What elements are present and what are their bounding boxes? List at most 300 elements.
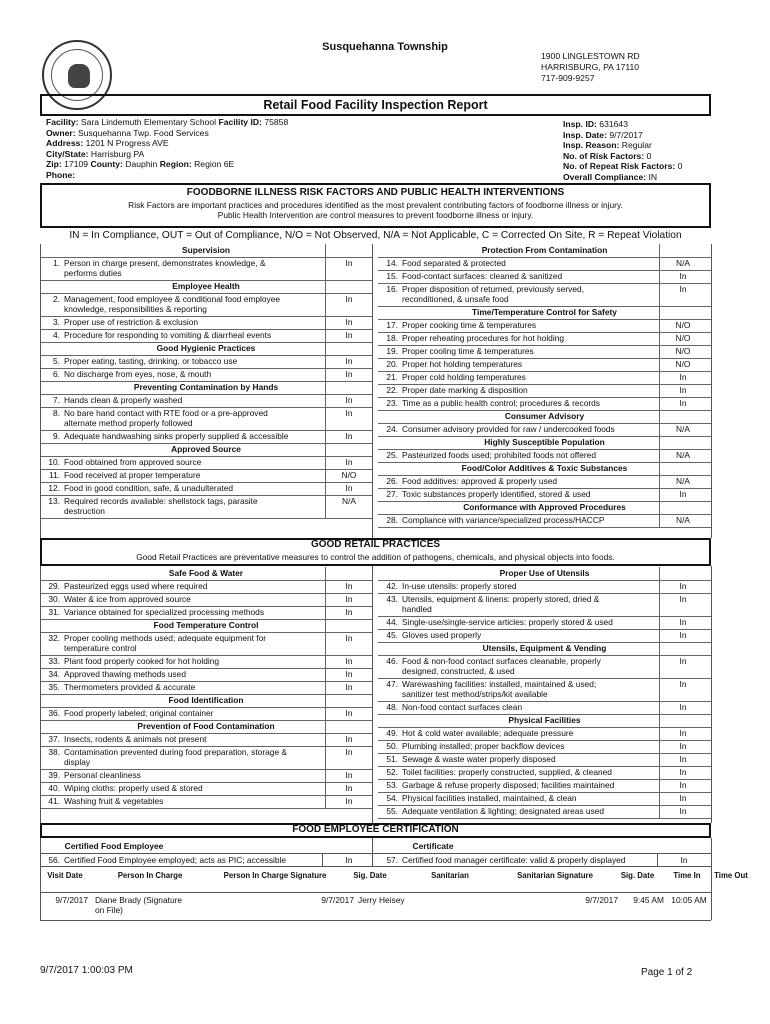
section-heading: Approved Source <box>171 444 241 454</box>
insp-id-label: Insp. ID: <box>563 119 597 129</box>
checklist-item <box>378 728 657 738</box>
section-heading: Preventing Contamination by Hands <box>133 382 279 392</box>
report-title: Retail Food Facility Inspection Report <box>40 94 711 116</box>
item-number: 35. <box>48 682 60 692</box>
item-status: In <box>679 284 687 294</box>
item-status: In <box>679 617 687 627</box>
cert-right-head: Certificate <box>412 841 454 851</box>
item-status: In <box>679 793 687 803</box>
overall-label: Overall Compliance: <box>563 171 647 182</box>
visit-col-header: Visit Date <box>47 871 83 880</box>
checklist-item <box>378 780 657 790</box>
item-text: 13. Required records available: shellstock tags, parasite <box>40 496 323 506</box>
item-text: 46. Food & non-food contact surfaces cleanable, properly <box>378 656 657 666</box>
item-number: 54. <box>386 793 398 803</box>
visit-col-header: Time Out <box>714 871 748 880</box>
section-heading: Prevention of Food Contamination <box>137 721 275 731</box>
facility-id-value: 75858 <box>264 117 289 127</box>
checklist-item <box>40 783 323 793</box>
checklist-item <box>378 594 657 614</box>
item-text: alternate method properly followed <box>64 418 193 428</box>
item-status: In <box>345 770 353 780</box>
item-number: 10. <box>48 457 60 467</box>
cert-item-56-text: Certified Food Employee employed; acts as PIC; accessible <box>64 855 287 865</box>
item-number: 45. <box>386 630 398 640</box>
item-number: 20. <box>386 359 398 369</box>
item-number: 46. <box>386 656 398 666</box>
item-number: 19. <box>386 346 398 356</box>
item-text: 14. Food separated & protected <box>378 258 657 268</box>
checklist-item <box>378 656 657 676</box>
checklist-item <box>378 333 657 343</box>
item-status: N/O <box>341 470 357 480</box>
item-text: 48. Non-food contact surfaces clean <box>378 702 657 712</box>
item-text: 47. Warewashing facilities: installed, maintained & used; <box>378 679 657 689</box>
item-text: 15. Food-contact surfaces: cleaned & sanitized <box>378 271 657 281</box>
item-text: 34. Approved thawing methods used <box>40 669 323 679</box>
print-timestamp: 9/7/2017 1:00:03 PM <box>40 965 133 976</box>
item-text: 28. Compliance with variance/specialized process/HACCP <box>378 515 657 525</box>
item-text: 31. Variance obtained for specialized processing methods <box>40 607 323 617</box>
cert-item-57 <box>378 855 625 865</box>
insp-id-value: 631643 <box>599 119 628 129</box>
address-line-1: 1900 LINGLESTOWN RD <box>541 51 640 61</box>
checklist-item <box>378 806 657 816</box>
item-number: 30. <box>48 594 60 604</box>
checklist-item <box>40 395 323 405</box>
item-text: 52. Toilet facilities: properly constructed, supplied, & cleaned <box>378 767 657 777</box>
item-status: In <box>345 682 353 692</box>
item-status: In <box>679 271 687 281</box>
item-number: 34. <box>48 669 60 679</box>
sanitarian-sig-date: 9/7/2017 <box>585 895 618 905</box>
item-text: 44. Single-use/single-service articles: properly stored & used <box>378 617 657 627</box>
facility-info <box>46 117 288 181</box>
address-line-2: HARRISBURG, PA 17110 <box>541 62 640 72</box>
checklist-item <box>378 320 657 330</box>
item-text: 10. Food obtained from approved source <box>40 457 323 467</box>
person-in-charge <box>95 895 205 915</box>
item-number: 22. <box>386 385 398 395</box>
item-text: 49. Hot & cold water available; adequate pressure <box>378 728 657 738</box>
item-text: 36. Food properly labeled; original container <box>40 708 323 718</box>
checklist-item <box>40 633 323 653</box>
item-number: 24. <box>386 424 398 434</box>
item-status: In <box>345 796 353 806</box>
cert-item-57-num: 57. <box>386 855 398 865</box>
checklist-item <box>40 431 323 441</box>
item-number: 42. <box>386 581 398 591</box>
item-number: 55. <box>386 806 398 816</box>
item-number: 5. <box>53 356 60 366</box>
checklist-item <box>40 408 323 428</box>
checklist-item <box>40 708 323 718</box>
section-heading: Safe Food & Water <box>168 568 244 578</box>
item-text: 35. Thermometers provided & accurate <box>40 682 323 692</box>
address-label: Address: <box>46 138 84 149</box>
checklist-item <box>378 630 657 640</box>
item-text: performs duties <box>64 268 122 278</box>
cert-item-56-status: In <box>345 855 353 865</box>
item-number: 25. <box>386 450 398 460</box>
checklist-item <box>40 682 323 692</box>
visit-col-header: Sanitarian <box>431 871 469 880</box>
checklist-item <box>378 258 657 268</box>
item-text: sanitizer test method/strips/kit available <box>402 689 548 699</box>
item-text: designed, constructed, & used <box>402 666 515 676</box>
item-text: 9. Adequate handwashing sinks properly supplied & accessible <box>40 431 323 441</box>
checklist-item <box>378 284 657 304</box>
checklist-item <box>40 369 323 379</box>
item-status: In <box>345 408 353 418</box>
item-number: 23. <box>386 398 398 408</box>
item-status: In <box>345 395 353 405</box>
checklist-item <box>40 496 323 516</box>
township-name: Susquehanna Township <box>322 41 448 53</box>
facility-id-label: Facility ID: <box>218 117 262 127</box>
item-number: 6. <box>53 369 60 379</box>
checklist-item <box>378 515 657 525</box>
item-status: In <box>679 767 687 777</box>
checklist-item <box>378 489 657 499</box>
item-number: 1. <box>53 258 60 268</box>
section-heading: Food Temperature Control <box>153 620 259 630</box>
section-heading: Food/Color Additives & Toxic Substances <box>461 463 628 473</box>
zip-label: Zip: <box>46 159 62 170</box>
item-text: 1. Person in charge present, demonstrates knowledge, & <box>40 258 323 268</box>
repeat-count-label: No. of Repeat Risk Factors: <box>563 161 676 172</box>
item-text: temperature control <box>64 643 137 653</box>
item-status: In <box>345 734 353 744</box>
item-number: 36. <box>48 708 60 718</box>
sanitarian-name: Jerry Heisey <box>358 895 405 905</box>
checklist-item <box>378 581 657 591</box>
item-text: 43. Utensils, equipment & linens: properly stored, dried & <box>378 594 657 604</box>
visit-col-header: Sig. Date <box>620 871 655 880</box>
checklist-item <box>40 669 323 679</box>
item-text: 50. Plumbing installed; proper backflow devices <box>378 741 657 751</box>
item-status: In <box>345 258 353 268</box>
checklist-item <box>378 346 657 356</box>
time-in: 9:45 AM <box>633 895 664 905</box>
visit-col-header: Time In <box>673 871 701 880</box>
item-text: 8. No bare hand contact with RTE food or a pre-approved <box>40 408 323 418</box>
section-heading: Physical Facilities <box>508 715 581 725</box>
item-number: 47. <box>386 679 398 689</box>
item-number: 2. <box>53 294 60 304</box>
checklist-item <box>40 594 323 604</box>
checklist-item <box>40 656 323 666</box>
item-text: 12. Food in good condition, safe, & unadulterated <box>40 483 323 493</box>
item-text: destruction <box>64 506 105 516</box>
item-status: N/A <box>676 258 690 268</box>
item-text: 23. Time as a public health control; procedures & records <box>378 398 657 408</box>
item-text: 11. Food received at proper temperature <box>40 470 323 480</box>
pic-line-2: on File) <box>95 905 123 915</box>
section-heading: Highly Susceptible Population <box>484 437 605 447</box>
item-text: 38. Contamination prevented during food preparation, storage & <box>40 747 323 757</box>
item-text: display <box>64 757 91 767</box>
item-text: 53. Garbage & refuse properly disposed; facilities maintained <box>378 780 657 790</box>
phone-label: Phone: <box>46 169 76 180</box>
city-value: Harrisburg PA <box>90 148 145 159</box>
item-number: 7. <box>53 395 60 405</box>
item-status: N/O <box>675 346 691 356</box>
item-text: 22. Proper date marking & disposition <box>378 385 657 395</box>
item-status: In <box>679 754 687 764</box>
item-status: In <box>345 457 353 467</box>
checklist-item <box>40 317 323 327</box>
item-number: 51. <box>386 754 398 764</box>
section-heading: Food Identification <box>168 695 244 705</box>
item-status: In <box>679 702 687 712</box>
risk-count-value: 0 <box>646 150 652 161</box>
item-text: 39. Personal cleanliness <box>40 770 323 780</box>
checklist-item <box>40 356 323 366</box>
checklist-item <box>378 702 657 712</box>
checklist-item <box>40 747 323 767</box>
section-heading: Proper Use of Utensils <box>499 568 590 578</box>
item-text: 18. Proper reheating procedures for hot holding <box>378 333 657 343</box>
checklist-item <box>378 617 657 627</box>
checklist-item <box>40 796 323 806</box>
item-status: In <box>345 747 353 757</box>
section-heading: Consumer Advisory <box>504 411 585 421</box>
checklist-item <box>40 470 323 480</box>
item-status: In <box>679 372 687 382</box>
item-text: 25. Pasteurized foods used; prohibited foods not offered <box>378 450 657 460</box>
item-number: 33. <box>48 656 60 666</box>
item-text: 16. Proper disposition of returned, previously served, <box>378 284 657 294</box>
item-text: 4. Procedure for responding to vomiting & diarrheal events <box>40 330 323 340</box>
item-text: 26. Food additives: approved & properly used <box>378 476 657 486</box>
item-text: 32. Proper cooling methods used; adequate equipment for <box>40 633 323 643</box>
item-number: 16. <box>386 284 398 294</box>
item-number: 21. <box>386 372 398 382</box>
checklist-item <box>378 767 657 777</box>
item-text: 29. Pasteurized eggs used where required <box>40 581 323 591</box>
item-number: 13. <box>48 496 60 506</box>
item-status: N/A <box>342 496 356 506</box>
inspection-info <box>563 119 682 183</box>
page-number: Page 1 of 2 <box>641 967 693 978</box>
checklist-item <box>378 359 657 369</box>
insp-reason-label: Insp. Reason: <box>563 140 620 151</box>
item-number: 40. <box>48 783 60 793</box>
item-status: N/A <box>676 424 690 434</box>
risk-count-label: No. of Risk Factors: <box>563 150 645 161</box>
item-text: 27. Toxic substances properly identified, stored & used <box>378 489 657 499</box>
item-status: In <box>345 330 353 340</box>
overall-value: IN <box>648 171 658 182</box>
item-number: 8. <box>53 408 60 418</box>
checklist-item <box>378 793 657 803</box>
pic-sig-date: 9/7/2017 <box>321 895 354 905</box>
item-text: handled <box>402 604 432 614</box>
item-status: In <box>345 581 353 591</box>
item-text: 51. Sewage & waste water properly disposed <box>378 754 657 764</box>
item-text: 37. Insects, rodents & animals not present <box>40 734 323 744</box>
visit-date: 9/7/2017 <box>55 895 88 905</box>
section-heading: Conformance with Approved Procedures <box>463 502 626 512</box>
owner-value: Susquehanna Twp. Food Services <box>78 127 209 138</box>
item-text: 54. Physical facilities installed, maintained, & clean <box>378 793 657 803</box>
item-number: 12. <box>48 483 60 493</box>
checklist-item <box>378 741 657 751</box>
visit-col-header: Sig. Date <box>353 871 387 880</box>
item-status: N/A <box>676 450 690 460</box>
item-text: 55. Adequate ventilation & lighting; designated areas used <box>378 806 657 816</box>
facility-value: Sara Lindemuth Elementary School <box>80 117 217 127</box>
item-status: In <box>345 669 353 679</box>
risk-section-title: FOODBORNE ILLNESS RISK FACTORS AND PUBLIC HEALTH INTERVENTIONS <box>186 187 565 198</box>
region-value: Region 6E <box>194 159 235 170</box>
checklist-item <box>40 734 323 744</box>
item-status: N/A <box>676 476 690 486</box>
facility-label: Facility: <box>46 117 79 127</box>
risk-section-sub1: Risk Factors are important practices and procedures identified as the most prevalent contributing factors of foodborne illness or injury. <box>128 200 623 210</box>
section-heading: Protection From Contamination <box>481 245 608 255</box>
item-status: In <box>679 630 687 640</box>
checklist-item <box>40 330 323 340</box>
item-text: 30. Water & ice from approved source <box>40 594 323 604</box>
item-number: 27. <box>386 489 398 499</box>
checklist-item <box>40 581 323 591</box>
address-value: 1201 N Progress AVE <box>85 138 169 149</box>
checklist-item <box>378 476 657 486</box>
item-status: In <box>345 656 353 666</box>
item-status: In <box>345 294 353 304</box>
address-phone: 717-909-9257 <box>541 73 595 83</box>
cert-item-57-text: Certified food manager certificate: valid & properly displayed <box>402 855 626 865</box>
checklist-item <box>40 483 323 493</box>
item-text: 33. Plant food properly cooked for hot holding <box>40 656 323 666</box>
insp-reason-value: Regular <box>621 140 652 151</box>
county-value: Dauphin <box>125 159 158 170</box>
checklist-item <box>40 607 323 617</box>
checklist-item <box>378 372 657 382</box>
item-status: In <box>345 708 353 718</box>
item-number: 17. <box>386 320 398 330</box>
item-status: In <box>679 594 687 604</box>
checklist-item <box>40 770 323 780</box>
item-number: 18. <box>386 333 398 343</box>
item-status: In <box>679 679 687 689</box>
item-text: 20. Proper hot holding temperatures <box>378 359 657 369</box>
checklist-item <box>378 398 657 408</box>
city-label: City/State: <box>46 148 89 159</box>
checklist-item <box>40 258 323 278</box>
item-number: 26. <box>386 476 398 486</box>
item-text: 42. In-use utensils: properly stored <box>378 581 657 591</box>
item-number: 31. <box>48 607 60 617</box>
item-text: 19. Proper cooling time & temperatures <box>378 346 657 356</box>
item-number: 29. <box>48 581 60 591</box>
item-status: N/O <box>675 333 691 343</box>
item-status: In <box>679 398 687 408</box>
item-status: In <box>679 741 687 751</box>
cert-left-head: Certified Food Employee <box>64 841 164 851</box>
item-number: 53. <box>386 780 398 790</box>
item-status: N/O <box>675 320 691 330</box>
item-number: 37. <box>48 734 60 744</box>
cert-section-title: FOOD EMPLOYEE CERTIFICATION <box>292 824 459 835</box>
item-status: In <box>345 483 353 493</box>
item-number: 50. <box>386 741 398 751</box>
item-status: In <box>345 633 353 643</box>
item-status: In <box>345 594 353 604</box>
owner-label: Owner: <box>46 127 76 138</box>
item-status: N/A <box>676 515 690 525</box>
item-text: 45. Gloves used properly <box>378 630 657 640</box>
item-status: In <box>345 607 353 617</box>
item-status: In <box>679 780 687 790</box>
insp-date-label: Insp. Date: <box>563 129 607 140</box>
item-text: 17. Proper cooking time & temperatures <box>378 320 657 330</box>
item-number: 44. <box>386 617 398 627</box>
item-text: 3. Proper use of restriction & exclusion <box>40 317 323 327</box>
checklist-item <box>40 294 323 314</box>
item-status: In <box>345 431 353 441</box>
item-number: 43. <box>386 594 398 604</box>
repeat-count-value: 0 <box>677 161 683 172</box>
zip-value: 17109 <box>64 159 89 170</box>
item-number: 48. <box>386 702 398 712</box>
item-number: 41. <box>48 796 60 806</box>
item-text: 40. Wiping cloths: properly used & stored <box>40 783 323 793</box>
item-number: 38. <box>48 747 60 757</box>
item-text: 6. No discharge from eyes, nose, & mouth <box>40 369 323 379</box>
checklist-item <box>378 450 657 460</box>
item-number: 3. <box>53 317 60 327</box>
time-out: 10:05 AM <box>671 895 707 905</box>
item-number: 49. <box>386 728 398 738</box>
item-status: In <box>345 356 353 366</box>
checklist-item <box>378 754 657 764</box>
visit-col-header: Sanitarian Signature <box>517 871 593 880</box>
item-text: 2. Management, food employee & conditional food employee <box>40 294 323 304</box>
item-number: 32. <box>48 633 60 643</box>
item-status: In <box>345 783 353 793</box>
region-label: Region: <box>159 159 192 170</box>
item-status: In <box>679 656 687 666</box>
retail-section-title: GOOD RETAIL PRACTICES <box>310 539 441 550</box>
cert-item-57-status: In <box>680 855 688 865</box>
item-number: 28. <box>386 515 398 525</box>
item-number: 11. <box>48 470 60 480</box>
item-number: 15. <box>386 271 398 281</box>
section-heading: Supervision <box>182 245 230 255</box>
visit-table-header <box>40 868 748 892</box>
item-number: 9. <box>53 431 60 441</box>
visit-col-header: Person In Charge Signature <box>223 871 327 880</box>
section-heading: Time/Temperature Control for Safety <box>472 307 617 317</box>
checklist-item <box>378 679 657 699</box>
item-status: N/O <box>675 359 691 369</box>
section-heading: Employee Health <box>172 281 240 291</box>
section-heading: Utensils, Equipment & Vending <box>482 643 607 653</box>
item-text: 21. Proper cold holding temperatures <box>378 372 657 382</box>
township-address <box>541 51 640 84</box>
item-number: 4. <box>53 330 60 340</box>
visit-col-header: Person In Charge <box>117 871 183 880</box>
item-text: 41. Washing fruit & vegetables <box>40 796 323 806</box>
checklist-item <box>40 457 323 467</box>
item-text: knowledge, responsibilities & reporting <box>64 304 207 314</box>
item-number: 14. <box>386 258 398 268</box>
retail-section-sub: Good Retail Practices are preventative measures to control the addition of pathogens, chemicals, and physical objects into foods. <box>136 552 615 562</box>
item-number: 52. <box>386 767 398 777</box>
